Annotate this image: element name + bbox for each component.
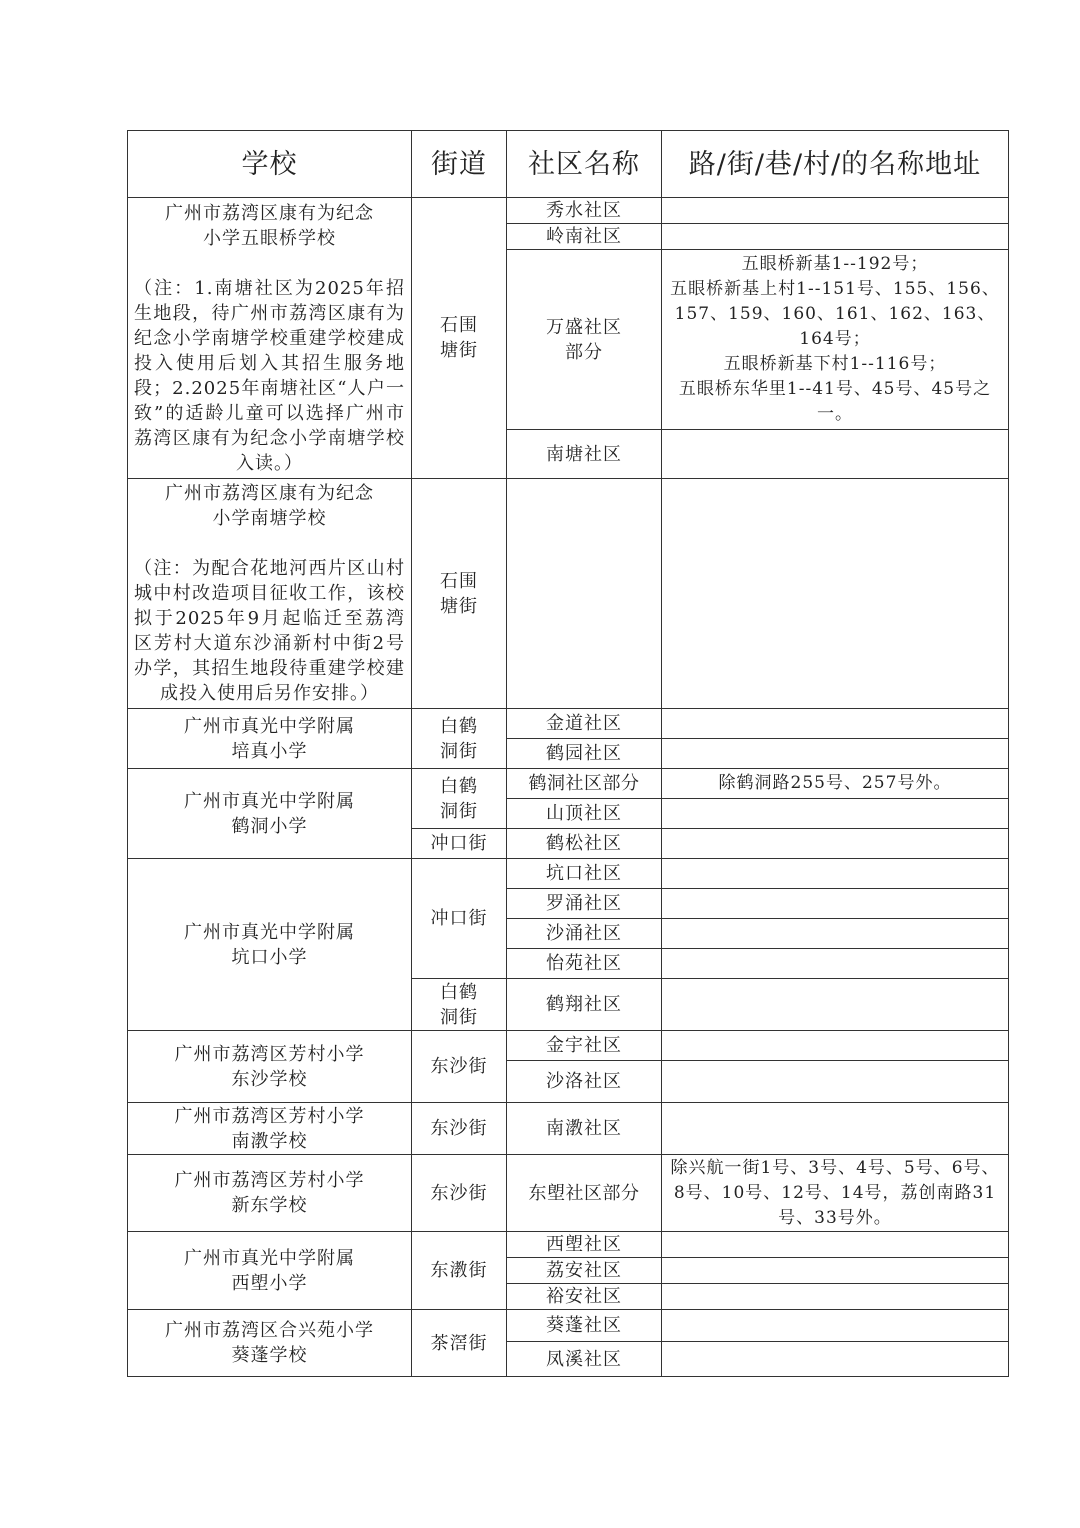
street-cell: 东沙街 — [412, 1031, 507, 1103]
address-line: 除兴航一街1号、3号、4号、5号、6号、8号、10号、12号、14号，荔创南路31号、33号外。 — [670, 1157, 1000, 1228]
community-cell: 荔安社区 — [507, 1258, 662, 1284]
school-name-line: 广州市荔湾区芳村小学 — [174, 1105, 365, 1127]
street-cell: 冲口街 — [412, 829, 507, 859]
address-cell — [662, 1342, 1009, 1377]
community-cell: 岭南社区 — [507, 224, 662, 250]
school-cell — [128, 769, 412, 859]
address-cell — [662, 1258, 1009, 1284]
table-row — [128, 709, 1009, 739]
address-cell — [662, 224, 1009, 250]
table-row — [128, 1310, 1009, 1342]
street-name-line: 石围 — [440, 570, 478, 592]
street-cell — [412, 769, 507, 829]
street-cell: 东沙街 — [412, 1155, 507, 1232]
table-row — [128, 198, 1009, 224]
community-cell: 鹤翔社区 — [507, 979, 662, 1031]
community-cell: 东塱社区部分 — [507, 1155, 662, 1232]
street-name-line: 白鹤 — [440, 775, 478, 797]
street-name-line: 洞街 — [440, 800, 478, 822]
address-line: 五眼桥新基下村1--116号； — [723, 354, 947, 374]
school-cell — [128, 1031, 412, 1103]
address-cell — [662, 829, 1009, 859]
street-cell: 东沙街 — [412, 1103, 507, 1155]
street-name-line: 白鹤 — [440, 981, 478, 1003]
community-cell: 沙涌社区 — [507, 919, 662, 949]
address-cell — [662, 250, 1009, 430]
school-name-line: 东沙学校 — [231, 1068, 308, 1090]
street-cell: 冲口街 — [412, 859, 507, 979]
community-cell: 鹤松社区 — [507, 829, 662, 859]
street-name-line: 洞街 — [440, 1006, 478, 1028]
community-cell: 鹤园社区 — [507, 739, 662, 769]
street-cell: 东漖街 — [412, 1232, 507, 1310]
street-name-line: 塘街 — [440, 595, 478, 617]
community-cell: 鹤洞社区部分 — [507, 769, 662, 799]
community-cell: 南塘社区 — [507, 430, 662, 479]
school-name-line: 培真小学 — [231, 740, 308, 762]
address-line: 五眼桥东华里1--41号、45号、45号之一。 — [678, 379, 992, 424]
community-cell: 秀水社区 — [507, 198, 662, 224]
school-name-line: 葵蓬学校 — [231, 1345, 308, 1366]
school-name-line: 广州市真光中学附属 — [184, 715, 355, 737]
school-name-line: 广州市真光中学附属 — [184, 790, 355, 812]
school-name-line: 鹤洞小学 — [231, 815, 308, 837]
community-cell: 沙洛社区 — [507, 1061, 662, 1103]
address-cell — [662, 769, 1009, 799]
community-cell: 金宇社区 — [507, 1031, 662, 1061]
school-cell — [128, 709, 412, 769]
table-row — [128, 769, 1009, 799]
school-name-line: 广州市荔湾区合兴苑小学 — [165, 1320, 374, 1341]
address-cell — [662, 949, 1009, 979]
table-row — [128, 1232, 1009, 1258]
header-address: 路/街/巷/村/的名称地址 — [662, 131, 1009, 198]
address-cell — [662, 799, 1009, 829]
address-cell — [662, 1232, 1009, 1258]
street-cell — [412, 979, 507, 1031]
table-row — [128, 1103, 1009, 1155]
school-name-line: 南漖学校 — [231, 1130, 308, 1152]
community-cell: 坑口社区 — [507, 859, 662, 889]
school-name-line: 新东学校 — [231, 1195, 308, 1216]
table-row — [128, 1155, 1009, 1232]
street-cell: 茶滘街 — [412, 1310, 507, 1377]
school-cell — [128, 859, 412, 1031]
table-row — [128, 479, 1009, 709]
community-cell: 怡苑社区 — [507, 949, 662, 979]
address-cell — [662, 430, 1009, 479]
community-cell — [507, 479, 662, 709]
table-row — [128, 859, 1009, 889]
community-cell: 金道社区 — [507, 709, 662, 739]
community-cell: 山顶社区 — [507, 799, 662, 829]
table-row — [128, 1031, 1009, 1061]
school-name-line: 广州市荔湾区芳村小学 — [174, 1170, 365, 1191]
header-community: 社区名称 — [507, 131, 662, 198]
header-row — [128, 131, 1009, 198]
community-cell: 葵蓬社区 — [507, 1310, 662, 1342]
street-name-line: 白鹤 — [440, 715, 478, 737]
community-cell: 南漖社区 — [507, 1103, 662, 1155]
address-cell — [662, 1031, 1009, 1061]
school-name-line: 坑口小学 — [231, 946, 308, 968]
school-note: （注：1.南塘社区为2025年招生地段，待广州市荔湾区康有为纪念小学南塘学校重建学校建成投入使用后划入其招生服务地段；2.2025年南塘社区“人户一致”的适龄儿童可以选择广州市荔湾区康有为纪念小学南塘学校入读。） — [134, 277, 405, 474]
school-name-line: 广州市荔湾区康有为纪念 — [165, 202, 374, 224]
admission-zone-table — [127, 130, 1009, 1377]
street-name-line: 塘街 — [440, 340, 478, 361]
school-name-line: 西塱小学 — [231, 1272, 308, 1294]
community-cell: 凤溪社区 — [507, 1342, 662, 1377]
address-line: 五眼桥新基1--192号； — [741, 254, 929, 274]
community-name-line: 万盛社区 — [546, 316, 622, 338]
school-cell — [128, 1310, 412, 1377]
community-cell: 罗涌社区 — [507, 889, 662, 919]
street-name-line: 石围 — [440, 315, 478, 336]
address-line: 五眼桥新基上村1--151号、155、156、157、159、160、161、162、163、164号； — [670, 279, 1000, 349]
street-name-line: 洞街 — [440, 740, 478, 762]
address-cell — [662, 709, 1009, 739]
address-cell — [662, 979, 1009, 1031]
address-cell — [662, 1310, 1009, 1342]
header-street: 街道 — [412, 131, 507, 198]
address-cell — [662, 1061, 1009, 1103]
school-name-line: 小学南塘学校 — [212, 508, 327, 529]
school-note: （注：为配合花地河西片区山村城中村改造项目征收工作，该校拟于2025年9月起临迁至荔湾区芳村大道东沙涌新村中街2号办学，其招生地段待重建学校建成投入使用后另作安排。） — [134, 558, 405, 704]
address-cell — [662, 1103, 1009, 1155]
school-name-line: 广州市荔湾区康有为纪念 — [165, 483, 374, 504]
address-cell — [662, 479, 1009, 709]
address-cell — [662, 859, 1009, 889]
school-cell — [128, 198, 412, 479]
street-cell — [412, 709, 507, 769]
school-cell — [128, 1232, 412, 1310]
address-cell — [662, 889, 1009, 919]
address-cell — [662, 198, 1009, 224]
street-cell — [412, 479, 507, 709]
address-cell — [662, 739, 1009, 769]
school-cell — [128, 1103, 412, 1155]
school-cell — [128, 479, 412, 709]
address-cell — [662, 1155, 1009, 1232]
address-cell — [662, 919, 1009, 949]
community-cell: 裕安社区 — [507, 1284, 662, 1310]
school-name-line: 广州市荔湾区芳村小学 — [174, 1043, 365, 1065]
community-cell: 西塱社区 — [507, 1232, 662, 1258]
address-cell — [662, 1284, 1009, 1310]
school-name-line: 广州市真光中学附属 — [184, 921, 355, 943]
school-name-line: 广州市真光中学附属 — [184, 1247, 355, 1269]
address-line: 除鹤洞路255号、257号外。 — [718, 773, 952, 793]
school-name-line: 小学五眼桥学校 — [203, 227, 336, 249]
street-cell — [412, 198, 507, 479]
community-cell — [507, 250, 662, 430]
community-name-line: 部分 — [565, 341, 603, 363]
header-school: 学校 — [128, 131, 412, 198]
school-cell — [128, 1155, 412, 1232]
